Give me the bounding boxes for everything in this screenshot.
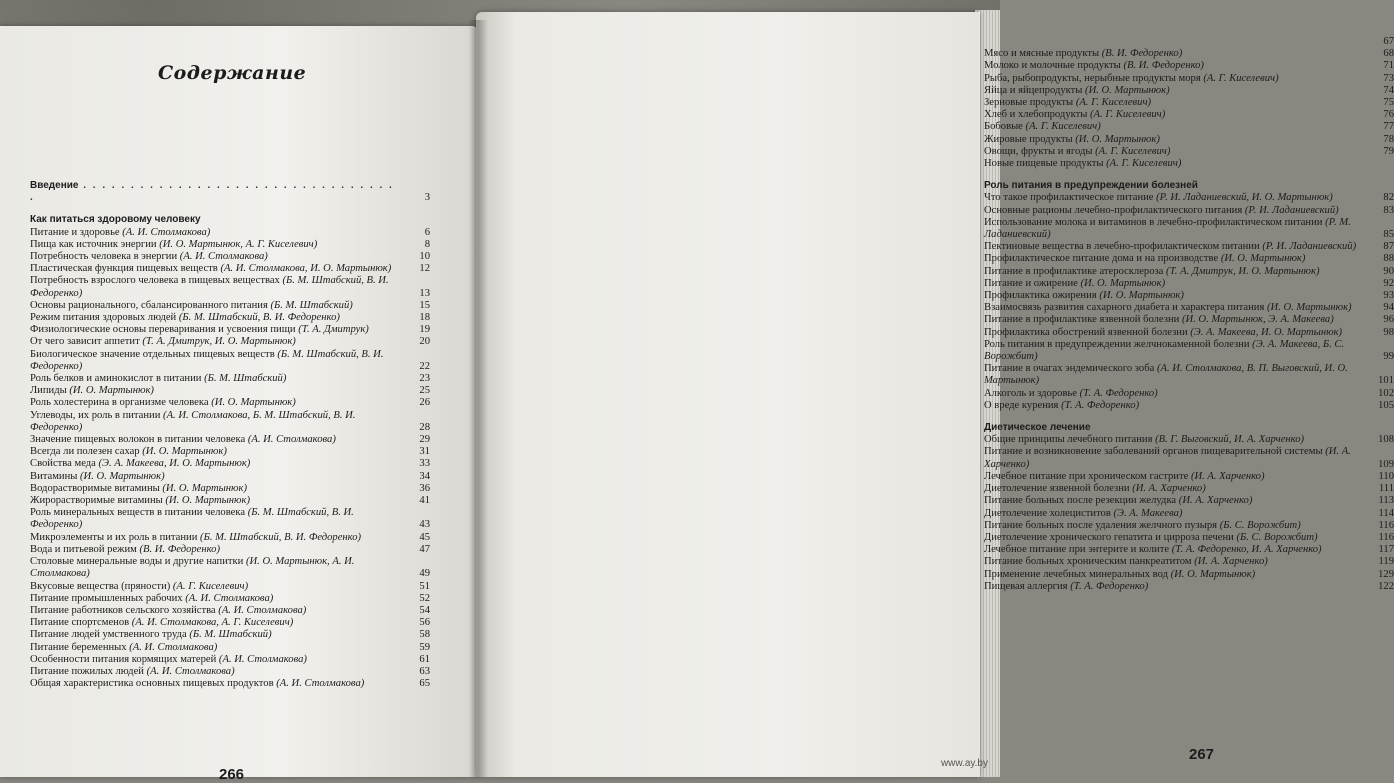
toc-entry-title: Общая характеристика основных пищевых продуктов (30, 678, 274, 690)
toc-entry-title: Значение пищевых волокон в питании человека (30, 434, 246, 446)
toc-entry-title: Режим питания здоровых людей (30, 312, 177, 324)
toc-entry-title: Роль питания в предупреждении желчнокаменной болезни (984, 338, 1250, 350)
toc-entry-author: (А. Г. Киселевич) (1090, 109, 1166, 121)
toc-entry-author: (А. И. Столмакова, А. Г. Киселевич) (131, 617, 294, 629)
toc-entry-title: Физиологические основы переваривания и усвоения пищи (30, 324, 296, 336)
toc-entry-page: 116 (1378, 531, 1394, 543)
toc-entry-page: 23 (419, 373, 430, 385)
toc-entry-page: 25 (419, 385, 430, 397)
toc-entry-author: (И. О. Мартынюк) (165, 495, 250, 507)
toc-entry (30, 471, 430, 483)
toc-entry-author: (И. О. Мартынюк) (1075, 133, 1160, 145)
toc-entry-author: (И. А. Харченко) (1178, 495, 1253, 507)
toc-entry-author: (А. И. Столмакова, В. П. Выговский, И. О. Мартынюк) (984, 363, 1348, 387)
toc-entry (984, 73, 1394, 85)
toc-entry-page: 88 (1383, 253, 1394, 265)
toc-entry-author: (И. О. Мартынюк) (1085, 84, 1170, 96)
toc-entry (30, 556, 430, 580)
toc-entry-author: (Т. А. Федоренко, И. А. Харченко) (1171, 544, 1322, 556)
toc-entry (30, 581, 430, 593)
toc-entry-title: Яйца и яйцепродукты (984, 84, 1083, 96)
toc-entry-title: Питание в профилактике атеросклероза (984, 265, 1164, 277)
toc-entry-title: Вода и питьевой режим (30, 543, 137, 555)
toc-entry-author: (И. О. Мартынюк, А. И. Столмакова) (30, 556, 355, 580)
toc-entry (984, 60, 1394, 72)
toc-entry-author: (И. А. Харченко) (1190, 470, 1265, 482)
toc-entry-page: 10 (419, 251, 430, 263)
toc-entry-title: Использование молока и витаминов в лечебно-профилактическом питании (984, 216, 1323, 228)
toc-entry-page: 15 (419, 299, 430, 311)
toc-entry (984, 544, 1394, 556)
toc-entry (30, 434, 430, 446)
toc-entry-author: (А. И. Столмакова) (179, 251, 268, 263)
toc-entry-title: Вкусовые вещества (пряности) (30, 580, 171, 592)
toc-entry (30, 483, 430, 495)
toc-entry-author: (А. Г. Киселевич) (1095, 145, 1171, 157)
toc-entry (30, 263, 430, 275)
toc-entry-page: 78 (1383, 133, 1394, 145)
toc-entry-author: (Б. М. Штабский, В. И. Федоренко) (178, 312, 340, 324)
toc-entry (30, 507, 430, 531)
left-page (0, 26, 478, 783)
toc-entry-title: Всегда ли полезен сахар (30, 446, 140, 458)
toc-entry-page: 102 (1378, 387, 1394, 399)
page-number-right: 267 (1189, 746, 1215, 763)
toc-entry (984, 471, 1394, 483)
toc-entry (984, 302, 1394, 314)
toc-entry-title: Профилактика ожирения (984, 290, 1097, 302)
book-spine (468, 20, 488, 777)
toc-entry-page: 18 (419, 312, 430, 324)
toc-entry (984, 158, 1394, 170)
toc-entry (984, 85, 1394, 97)
toc-entry-author: (И. О. Мартынюк) (69, 385, 154, 397)
toc-entry-author: (И. О. Мартынюк) (142, 446, 227, 458)
toc-entry (30, 532, 430, 544)
toc-entry-author: (А. И. Столмакова) (276, 678, 365, 690)
toc-entry-page: 75 (1383, 97, 1394, 108)
toc-entry-author: (Т. А. Федоренко) (1079, 387, 1158, 399)
toc-entry-page: 29 (419, 434, 430, 446)
toc-section-heading (30, 180, 430, 204)
toc-section-heading (984, 422, 1394, 434)
toc-entry-page: 129 (1378, 568, 1394, 580)
toc-entry-page: 51 (419, 580, 430, 592)
toc-entry (984, 278, 1394, 290)
toc-entry-title: Что такое профилактическое питание (984, 192, 1154, 204)
toc-entry-page: 33 (419, 458, 430, 470)
toc-entry-author: (Т. А. Дмитрук, И. О. Мартынюк) (1166, 265, 1320, 277)
toc-entry-title: Свойства меда (30, 458, 96, 470)
toc-entry-author: (Р. М. Ладаниевский) (984, 216, 1351, 241)
toc-entry-title: От чего зависит аппетит (30, 336, 140, 348)
toc-entry-page: 12 (419, 263, 430, 275)
toc-entry-title: Питание работников сельского хозяйства (30, 604, 216, 616)
toc-entry-title: Питание в профилактике язвенной болезни (984, 314, 1180, 326)
toc-entry-page: 96 (1383, 314, 1394, 326)
toc-entry-author: (И. О. Мартынюк) (211, 397, 296, 409)
toc-entry-author: (Т. А. Федоренко) (1061, 399, 1140, 411)
toc-entry (30, 593, 430, 605)
toc-entry (984, 121, 1394, 133)
toc-entry (984, 192, 1394, 204)
toc-entry (984, 434, 1394, 446)
toc-entry (984, 253, 1394, 265)
toc-entry-title: Лечебное питание при хроническом гастрите (984, 470, 1189, 482)
toc-entry-author: (И. О. Мартынюк) (1099, 290, 1184, 302)
toc-entry-title: Липиды (30, 385, 67, 397)
toc-entry-author: (А. И. Столмакова) (185, 592, 274, 604)
toc-entry-title: Жирорастворимые витамины (30, 495, 163, 507)
toc-entry-author: (А. И. Столмакова) (218, 653, 307, 665)
toc-entry (984, 109, 1394, 121)
toc-entry (30, 495, 430, 507)
toc-entry-author: (В. Г. Выговский, И. А. Харченко) (1155, 434, 1305, 446)
toc-entry-page: 108 (1378, 434, 1394, 446)
toc-entry-title: Как питаться здоровому человеку (30, 214, 201, 226)
toc-entry-page: 114 (1378, 507, 1394, 519)
toc-entry-author: (Б. М. Штабский, В. И. Федоренко) (200, 531, 362, 543)
toc-entry-author: (Т. А. Дмитрук) (298, 324, 369, 336)
toc-entry-page: 101 (1378, 375, 1394, 387)
toc-entry-page: 58 (419, 629, 430, 641)
toc-entry-author: (Т. А. Федоренко) (1070, 580, 1149, 592)
toc-entry-author: (А. И. Столмакова) (122, 226, 211, 238)
toc-entry-author: (И. А. Харченко) (984, 446, 1351, 470)
toc-entry-page: 19 (419, 324, 430, 336)
toc-heading: Содержание (158, 62, 307, 84)
toc-entry-title: Введение . . . (30, 180, 394, 203)
toc-entry-page: 54 (419, 604, 430, 616)
toc-entry-page: 8 (424, 238, 430, 250)
right-page (476, 12, 1394, 777)
toc-entry-author: (И. О. Мартынюк, А. Г. Киселевич) (159, 238, 318, 250)
toc-entry-page: 83 (1383, 204, 1394, 216)
toc-entry (984, 339, 1394, 363)
toc-entry (984, 363, 1394, 387)
toc-entry (30, 605, 430, 617)
toc-entry-author: (А. И. Столмакова) (247, 434, 336, 446)
toc-entry-title: Пищевая аллергия (984, 580, 1068, 592)
toc-entry-author: (А. Г. Киселевич) (1025, 121, 1101, 133)
toc-entry-author: (Б. М. Штабский, В. И. Федоренко) (30, 507, 354, 531)
toc-entry (30, 239, 430, 251)
toc-entry-page: 122 (1378, 580, 1394, 592)
toc-entry-page: 117 (1378, 544, 1394, 556)
toc-entry-author: (В. И. Федоренко) (1123, 60, 1204, 72)
toc-entry-title: Потребность взрослого человека в пищевых веществах (30, 275, 280, 287)
toc-entry (984, 495, 1394, 507)
toc-entry-title: Питание промышленных рабочих (30, 592, 183, 604)
toc-entry-page: 61 (419, 653, 430, 665)
toc-entry (30, 678, 430, 690)
toc-entry (30, 654, 430, 666)
toc-entry-page: 13 (419, 287, 430, 299)
toc-entry-page: 26 (419, 397, 430, 409)
toc-entry-author: (Б. С. Ворожбит) (1236, 531, 1318, 543)
toc-entry-author: (И. О. Мартынюк) (1220, 253, 1306, 265)
toc-entry-author: (Б. М. Штабский, В. И. Федоренко) (30, 275, 389, 299)
toc-entry (30, 544, 430, 556)
toc-entry-author: (Э. А. Макеева, И. О. Мартынюк) (98, 458, 251, 470)
toc-entry-author: (И. О. Мартынюк) (80, 470, 165, 482)
toc-entry-page: 98 (1383, 326, 1394, 338)
toc-entry-title: Алкоголь и здоровье (984, 387, 1077, 399)
toc-entry-author: (А. И. Столмакова, И. О. Мартынюк) (220, 263, 392, 275)
toc-entry-author: (Т. А. Дмитрук, И. О. Мартынюк) (142, 336, 296, 348)
toc-entry-author: (А. И. Столмакова) (129, 641, 218, 653)
toc-entry-page: 105 (1378, 399, 1394, 411)
toc-entry-page: 52 (419, 592, 430, 604)
toc-entry-page: 93 (1383, 290, 1394, 302)
toc-entry (984, 134, 1394, 146)
toc-entry-title: Питание и ожирение (984, 277, 1078, 289)
toc-entry-title: Особенности питания кормящих матерей (30, 653, 217, 665)
toc-entry-title: Питание больных после резекции желудка (984, 495, 1177, 507)
toc-entry (984, 532, 1394, 544)
toc-entry-page: 109 (1378, 458, 1394, 470)
toc-entry-title: Микроэлементы и их роль в питании (30, 531, 198, 543)
toc-entry (984, 581, 1394, 593)
toc-entry-title: Мясо и мясные продукты (984, 48, 1100, 60)
toc-entry-page: 34 (419, 470, 430, 482)
toc-entry-title: Диетолечение язвенной болезни (984, 483, 1130, 495)
toc-entry-page: 63 (419, 665, 430, 677)
toc-entry-title: Рыба, рыбопродукты, нерыбные продукты моря (984, 72, 1201, 84)
toc-entry-page: 119 (1378, 556, 1394, 568)
toc-entry-author: (А. И. Столмакова, Б. М. Штабский, В. И. Федоренко) (30, 409, 356, 433)
toc-entry-author: (А. Г. Киселевич) (1106, 158, 1182, 170)
toc-entry-author: (И. О. Мартынюк) (1080, 277, 1166, 289)
toc-entry-page: 65 (419, 678, 430, 690)
toc-entry (984, 508, 1394, 520)
toc-entry-author: (Б. М. Штабский) (189, 629, 272, 641)
toc-entry-page: 22 (419, 360, 430, 372)
toc-entry-page: 74 (1383, 84, 1394, 96)
toc-entry-page: 87 (1383, 241, 1394, 253)
toc-entry-author: (И. О. Мартынюк) (162, 482, 247, 494)
toc-entry-page: 20 (419, 336, 430, 348)
toc-entry-page: 90 (1383, 265, 1394, 277)
toc-entry-title: Роль холестерина в организме человека (30, 397, 209, 409)
toc-entry (984, 48, 1394, 60)
toc-entry-title: Питание и возникновение заболеваний органов пищеварительной системы (984, 446, 1323, 458)
toc-entry-title: Зерновые продукты (984, 97, 1074, 108)
toc-entry (984, 520, 1394, 532)
toc-entry-page: 94 (1383, 302, 1394, 314)
toc-entry (30, 312, 430, 324)
toc-entry (984, 483, 1394, 495)
toc-entry (30, 617, 430, 629)
toc-entry (984, 266, 1394, 278)
toc-entry-title: Диетолечение хронического гепатита и цирроза печени (984, 531, 1234, 543)
toc-entry-author: (И. О. Мартынюк) (1170, 568, 1256, 580)
toc-entry-title: Основные рационы лечебно-профилактического питания (984, 204, 1243, 216)
toc-entry-author: (Б. М. Штабский) (204, 373, 287, 385)
toc-entry-title: Питание и здоровье (30, 226, 120, 238)
toc-entry-page: 56 (419, 617, 430, 629)
toc-entry-page: 85 (1383, 229, 1394, 241)
toc-entry-page: 79 (1383, 145, 1394, 157)
toc-entry-author: (И. А. Харченко) (1132, 483, 1206, 495)
toc-entry-page: 68 (1383, 48, 1394, 60)
toc-entry-page: 77 (1383, 121, 1394, 133)
toc-entry-page: 113 (1378, 495, 1394, 507)
toc-entry (984, 446, 1394, 470)
toc-entry-author: (Э. А. Макеева) (1113, 507, 1183, 519)
toc-entry-title: Применение лечебных минеральных вод (984, 568, 1168, 580)
toc-entry-author: (Р. И. Ладаниевский, И. О. Мартынюк) (1156, 192, 1333, 204)
toc-entry-page: 82 (1383, 192, 1394, 204)
toc-entry-author: (А. И. Столмакова) (146, 665, 235, 677)
toc-entry (984, 290, 1394, 302)
toc-entry-title: Питание больных после удаления желчного пузыря (984, 519, 1218, 531)
toc-entry-title: Диетолечение холециститов (984, 507, 1111, 519)
toc-entry-title: Лечебное питание при энтерите и колите (984, 544, 1170, 556)
toc-entry-author: (Б. М. Штабский, В. И. Федоренко) (30, 348, 384, 372)
toc-entry (984, 327, 1394, 339)
toc-entry-author: (Б. М. Штабский) (270, 299, 353, 311)
toc-entry-title: Молоко и молочные продукты (984, 60, 1121, 72)
toc-entry (30, 397, 430, 409)
toc-entry-title: Пектиновые вещества в лечебно-профилактическом питании (984, 241, 1260, 253)
toc-entry-title: Овощи, фрукты и ягоды (984, 145, 1093, 157)
toc-entry (30, 666, 430, 678)
toc-entry (30, 385, 430, 397)
toc-entry-title: Роль минеральных веществ в питании человека (30, 507, 246, 519)
toc-entry-title: Пластическая функция пищевых веществ (30, 263, 218, 275)
toc-entry (984, 97, 1394, 109)
toc-entry-page: 28 (419, 421, 430, 433)
toc-entry-title: Питание больных хроническим панкреатитом (984, 556, 1192, 568)
toc-entry-title: Столовые минеральные воды и другие напитки (30, 556, 244, 568)
toc-entry (30, 227, 430, 239)
toc-entry-title: Профилактика обострений язвенной болезни (984, 326, 1188, 338)
toc-entry (30, 446, 430, 458)
toc-section-heading (984, 180, 1394, 192)
toc-entry-title: Хлеб и хлебопродукты (984, 109, 1088, 121)
toc-entry-page: 41 (419, 495, 430, 507)
toc-entry (30, 349, 430, 373)
toc-entry-author: (Э. А. Макеева, Б. С. Ворожбит) (984, 338, 1345, 363)
toc-entry-title: Роль питания в предупреждении болезней (984, 180, 1198, 192)
toc-entry-title: Жировые продукты (984, 133, 1073, 145)
toc-entry-page: 99 (1383, 351, 1394, 363)
toc-entry-author: (Б. С. Ворожбит) (1219, 519, 1301, 531)
toc-list-left (30, 180, 430, 690)
toc-entry (30, 275, 430, 299)
toc-entry-page: 116 (1378, 519, 1394, 531)
toc-entry (984, 569, 1394, 581)
toc-entry-title: Пища как источник энергии (30, 238, 157, 250)
toc-entry (984, 217, 1394, 241)
toc-entry (30, 458, 430, 470)
toc-entry-page: 43 (419, 519, 430, 531)
toc-entry (30, 629, 430, 641)
toc-entry-title: Питание пожилых людей (30, 665, 144, 677)
toc-entry-page: 3 (424, 192, 430, 204)
toc-entry (30, 373, 430, 385)
toc-entry-title: Роль белков и аминокислот в питании (30, 373, 202, 385)
toc-entry-page: 47 (419, 543, 430, 555)
toc-entry-page: 31 (419, 446, 430, 458)
toc-entry (984, 388, 1394, 400)
toc-entry-title: Питание спортсменов (30, 617, 130, 629)
toc-entry-title: Водорастворимые витамины (30, 482, 160, 494)
toc-entry-author: (И. А. Харченко) (1194, 556, 1268, 568)
toc-entry (984, 556, 1394, 568)
toc-entry-author: (А. Г. Киселевич) (172, 580, 249, 592)
toc-entry-title: Бобовые (984, 121, 1023, 133)
toc-entry-page: 67 (1383, 35, 1394, 47)
toc-entry (984, 314, 1394, 326)
toc-entry-title: Диетическое лечение (984, 422, 1091, 434)
toc-entry-page: 111 (1378, 483, 1394, 495)
watermark: www.ay.by (940, 758, 988, 769)
toc-entry-title: Потребность человека в энергии (30, 251, 178, 263)
toc-entry-title: Питание беременных (30, 641, 127, 653)
toc-entry-page: 36 (419, 482, 430, 494)
toc-entry-title: Профилактическое питание дома и на производстве (984, 253, 1219, 265)
toc-entry-title: Новые пищевые продукты (984, 158, 1104, 170)
toc-entry-title: Витамины (30, 470, 78, 482)
toc-entry (30, 642, 430, 654)
toc-entry-author: (Р. И. Ладаниевский) (1262, 241, 1357, 253)
toc-list-right (984, 36, 1394, 593)
toc-entry-title: Взаимосвязь развития сахарного диабета и характера питания (984, 302, 1265, 314)
toc-entry (30, 336, 430, 348)
toc-entry-page: 71 (1383, 60, 1394, 72)
toc-entry-author: (Р. И. Ладаниевский) (1244, 204, 1339, 216)
toc-entry-author: (В. И. Федоренко) (1101, 48, 1183, 60)
toc-entry (30, 410, 430, 434)
toc-entry-title: Питание людей умственного труда (30, 629, 187, 641)
toc-entry (984, 146, 1394, 158)
toc-entry-page: 110 (1378, 470, 1394, 482)
toc-entry-author: (Э. А. Макеева, И. О. Мартынюк) (1190, 326, 1343, 338)
toc-entry-title: Углеводы, их роль в питании (30, 409, 161, 421)
toc-entry-author: (А. Г. Киселевич) (1075, 97, 1152, 108)
toc-entry-title: Общие принципы лечебного питания (984, 434, 1153, 446)
toc-entry (30, 251, 430, 263)
toc-entry-author: (И. О. Мартынюк) (1267, 302, 1352, 314)
toc-entry-title: Биологическое значение отдельных пищевых веществ (30, 348, 275, 360)
toc-entry-author: (А. Г. Киселевич) (1203, 72, 1279, 84)
toc-entry-page: 92 (1383, 277, 1394, 289)
toc-entry-page: 45 (419, 531, 430, 543)
toc-entry (984, 36, 1394, 48)
toc-entry-page: 49 (419, 568, 430, 580)
toc-entry (984, 205, 1394, 217)
toc-entry (984, 241, 1394, 253)
toc-entry (30, 324, 430, 336)
toc-entry-page: 6 (424, 226, 430, 238)
page-number-left: 266 (219, 766, 245, 783)
toc-entry-title: Питание в очагах эндемического зоба (984, 363, 1155, 375)
toc-entry-author: (И. О. Мартынюк, Э. А. Макеева) (1181, 314, 1334, 326)
toc-entry (30, 300, 430, 312)
toc-entry-page: 59 (419, 641, 430, 653)
toc-entry-author: (В. И. Федоренко) (139, 543, 221, 555)
toc-entry-author: (А. И. Столмакова) (218, 604, 307, 616)
toc-entry-title: О вреде курения (984, 399, 1059, 411)
toc-section-heading (30, 214, 430, 226)
toc-entry-title: Основы рационального, сбалансированного питания (30, 299, 268, 311)
toc-entry-page: 73 (1383, 72, 1394, 84)
toc-entry-page: 76 (1383, 109, 1394, 121)
toc-entry (984, 400, 1394, 412)
